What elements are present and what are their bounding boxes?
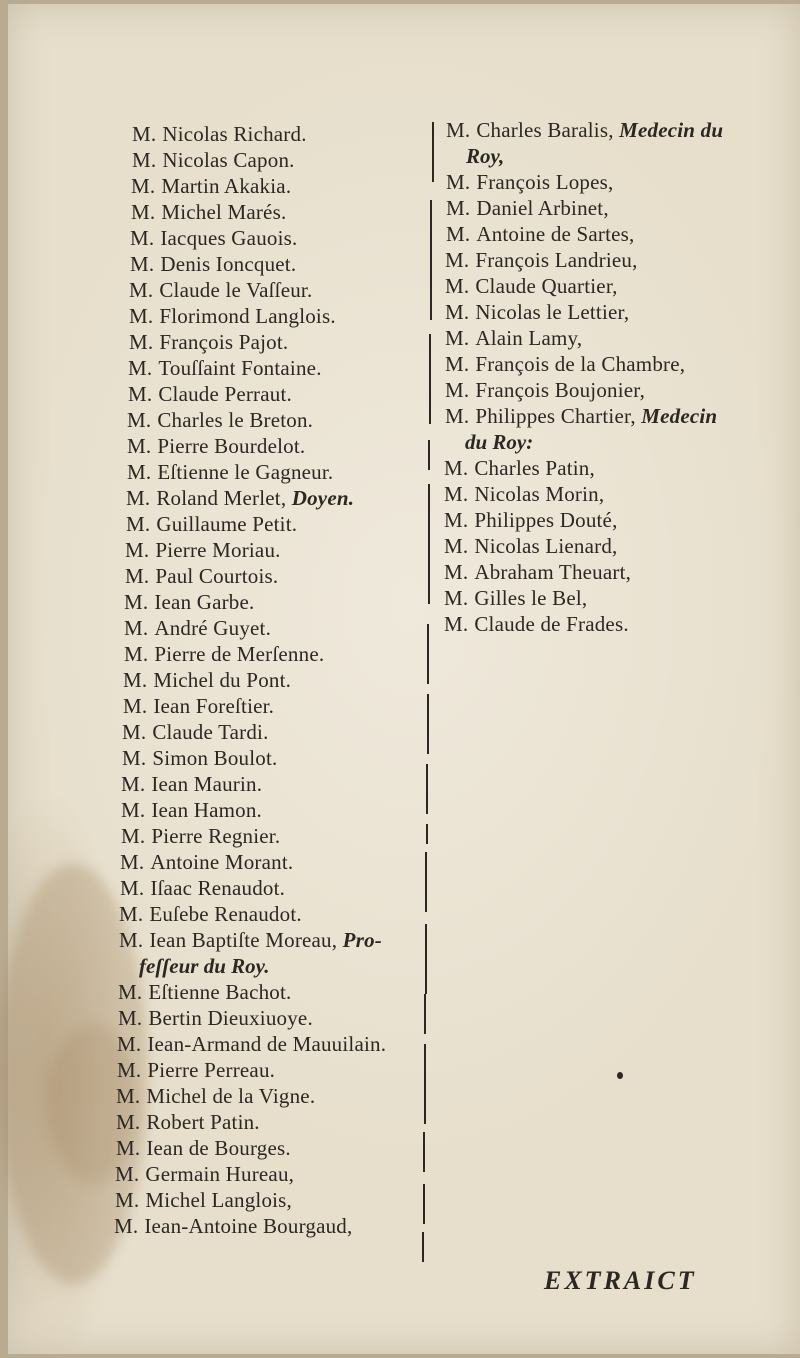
name-entry	[124, 642, 324, 666]
name-entry	[124, 590, 254, 614]
title-prefix: M.	[122, 746, 147, 770]
role-continuation: du Roy:	[465, 430, 534, 454]
person-name: Eſtienne Bachot.	[148, 980, 292, 1004]
title-prefix: M.	[121, 798, 146, 822]
title-prefix: M.	[114, 1214, 139, 1238]
title-prefix: M.	[129, 330, 154, 354]
person-name: Martin Akakia.	[161, 174, 292, 198]
name-entry	[131, 200, 286, 224]
title-prefix: M.	[117, 1032, 142, 1056]
person-name: Iean de Bourges.	[146, 1136, 291, 1160]
divider-segment	[430, 200, 432, 320]
divider-segment	[422, 1232, 424, 1262]
name-entry	[444, 456, 595, 480]
person-name: Michel du Pont.	[153, 668, 292, 692]
title-prefix: M.	[129, 304, 154, 328]
title-prefix: M.	[118, 1006, 143, 1030]
title-prefix: M.	[116, 1084, 141, 1108]
person-name: Denis Ioncquet.	[160, 252, 297, 276]
person-name: Philippes Chartier,	[475, 404, 636, 428]
title-prefix: M.	[126, 512, 151, 536]
divider-segment	[423, 1184, 425, 1224]
person-name: Iean-Antoine Bourgaud,	[144, 1214, 353, 1238]
person-name: François Landrieu,	[475, 248, 638, 272]
title-prefix: M.	[116, 1136, 141, 1160]
person-name: Eſtienne le Gagneur.	[157, 460, 334, 484]
divider-segment	[428, 440, 430, 470]
name-entry	[444, 482, 604, 506]
name-entry	[445, 352, 685, 376]
name-entry	[123, 668, 291, 692]
title-prefix: M.	[127, 408, 152, 432]
person-name: Pierre Moriau.	[155, 538, 281, 562]
name-entry	[132, 148, 295, 172]
name-entry	[446, 196, 609, 220]
person-name: Robert Patin.	[146, 1110, 260, 1134]
name-entry	[122, 746, 277, 770]
title-prefix: M.	[131, 174, 156, 198]
divider-segment	[427, 624, 429, 684]
person-role: Doyen.	[291, 486, 355, 510]
person-name: Nicolas Capon.	[162, 148, 295, 172]
person-name: Pierre Perreau.	[147, 1058, 276, 1082]
name-entry	[124, 616, 271, 640]
person-name: Iean Hamon.	[151, 798, 262, 822]
person-name: François Pajot.	[159, 330, 289, 354]
name-entry	[119, 902, 302, 926]
name-entry	[125, 538, 281, 562]
person-name: Charles le Breton.	[157, 408, 314, 432]
name-entry	[123, 694, 274, 718]
person-name: Philippes Douté,	[474, 508, 618, 532]
name-entry	[445, 378, 645, 402]
title-prefix: M.	[445, 300, 470, 324]
person-name: François Boujonier,	[475, 378, 646, 402]
title-prefix: M.	[123, 668, 148, 692]
person-name: Iacques Gauois.	[160, 226, 298, 250]
title-prefix: M.	[127, 460, 152, 484]
person-name: Nicolas Richard.	[162, 122, 307, 146]
name-entry	[445, 404, 717, 428]
title-prefix: M.	[446, 222, 471, 246]
name-entry	[445, 248, 638, 272]
title-prefix: M.	[445, 352, 470, 376]
person-name: Charles Patin,	[474, 456, 595, 480]
person-name: Bertin Dieuxiuoye.	[148, 1006, 313, 1030]
title-prefix: M.	[445, 404, 470, 428]
person-name: Claude Tardi.	[152, 720, 269, 744]
title-prefix: M.	[445, 274, 470, 298]
title-prefix: M.	[446, 196, 471, 220]
name-entry	[131, 174, 291, 198]
name-entry	[125, 564, 278, 588]
name-entry	[444, 560, 631, 584]
person-name: Germain Hureau,	[145, 1162, 295, 1186]
title-prefix: M.	[124, 590, 149, 614]
title-prefix: M.	[444, 612, 469, 636]
name-entry	[119, 928, 382, 952]
title-prefix: M.	[130, 226, 155, 250]
person-name: Iean-Armand de Mauuilain.	[147, 1032, 387, 1056]
title-prefix: M.	[124, 616, 149, 640]
person-role: Medecin du	[619, 118, 724, 142]
title-prefix: M.	[126, 486, 151, 510]
title-prefix: M.	[444, 586, 469, 610]
title-prefix: M.	[444, 560, 469, 584]
name-entry	[444, 508, 618, 532]
divider-segment	[425, 924, 427, 994]
name-entry	[116, 1084, 315, 1108]
title-prefix: M.	[121, 824, 146, 848]
name-entry	[120, 876, 285, 900]
name-entry	[126, 486, 354, 510]
person-name: Michel de la Vigne.	[146, 1084, 316, 1108]
name-entry	[127, 408, 313, 432]
name-entry	[445, 274, 618, 298]
title-prefix: M.	[120, 850, 145, 874]
role-continuation: Roy,	[466, 144, 505, 168]
divider-segment	[427, 694, 429, 754]
title-prefix: M.	[444, 456, 469, 480]
name-entry	[129, 330, 288, 354]
title-prefix: M.	[444, 482, 469, 506]
name-entry	[444, 612, 629, 636]
name-entry	[115, 1162, 294, 1186]
name-entry	[445, 300, 629, 324]
person-name: Claude le Vaſſeur.	[159, 278, 313, 302]
name-entry	[114, 1214, 352, 1238]
person-name: Euſebe Renaudot.	[149, 902, 302, 926]
name-entry	[446, 118, 723, 142]
catchword: EXTRAICT	[544, 1266, 697, 1295]
title-prefix: M.	[115, 1188, 140, 1212]
name-entry	[129, 278, 312, 302]
person-name: Claude de Frades.	[474, 612, 629, 636]
title-prefix: M.	[445, 378, 470, 402]
person-name: Claude Perraut.	[158, 382, 292, 406]
person-name: Iean Maurin.	[151, 772, 263, 796]
title-prefix: M.	[445, 248, 470, 272]
title-prefix: M.	[446, 118, 471, 142]
ink-dot	[617, 1072, 623, 1079]
name-entry	[444, 586, 587, 610]
name-entry	[445, 326, 582, 350]
name-entry	[130, 226, 297, 250]
person-name: Pierre Regnier.	[151, 824, 281, 848]
person-name: Claude Quartier,	[475, 274, 618, 298]
title-prefix: M.	[119, 928, 144, 952]
title-prefix: M.	[446, 170, 471, 194]
divider-segment	[423, 1132, 425, 1172]
person-name: Antoine de Sartes,	[476, 222, 635, 246]
person-name: Michel Marés.	[161, 200, 287, 224]
document-page	[8, 4, 800, 1354]
name-entry	[116, 1136, 291, 1160]
person-role: Medecin	[641, 404, 718, 428]
title-prefix: M.	[444, 508, 469, 532]
title-prefix: M.	[130, 252, 155, 276]
title-prefix: M.	[445, 326, 470, 350]
name-entry	[130, 252, 296, 276]
title-prefix: M.	[123, 694, 148, 718]
person-name: Iſaac Renaudot.	[150, 876, 286, 900]
person-name: Iean Baptiſte Moreau,	[149, 928, 338, 952]
name-entry	[129, 304, 336, 328]
divider-segment	[425, 852, 427, 912]
name-entry	[118, 980, 291, 1004]
name-entry	[116, 1110, 260, 1134]
person-name: Guillaume Petit.	[156, 512, 298, 536]
name-entry	[128, 382, 292, 406]
name-entry	[115, 1188, 292, 1212]
name-entry	[444, 534, 617, 558]
name-entry	[446, 222, 634, 246]
title-prefix: M.	[125, 564, 150, 588]
title-prefix: M.	[116, 1110, 141, 1134]
person-role: Pro-	[342, 928, 382, 952]
title-prefix: M.	[119, 902, 144, 926]
person-name: Nicolas Morin,	[474, 482, 605, 506]
person-name: Pierre Bourdelot.	[157, 434, 306, 458]
title-prefix: M.	[120, 876, 145, 900]
name-entry	[117, 1058, 275, 1082]
divider-segment	[426, 764, 428, 814]
title-prefix: M.	[444, 534, 469, 558]
title-prefix: M.	[131, 200, 156, 224]
person-name: Roland Merlet,	[156, 486, 287, 510]
person-name: François Lopes,	[476, 170, 614, 194]
divider-segment	[432, 122, 434, 182]
person-name: Alain Lamy,	[475, 326, 583, 350]
name-entry	[132, 122, 307, 146]
name-entry	[121, 798, 262, 822]
name-entry	[120, 850, 293, 874]
person-name: Antoine Morant.	[150, 850, 294, 874]
divider-segment	[429, 334, 431, 424]
title-prefix: M.	[132, 148, 157, 172]
person-name: Iean Garbe.	[154, 590, 255, 614]
person-name: Abraham Theuart,	[474, 560, 632, 584]
name-entry	[121, 772, 262, 796]
person-name: Nicolas Lienard,	[474, 534, 618, 558]
person-name: Florimond Langlois.	[159, 304, 336, 328]
title-prefix: M.	[128, 382, 153, 406]
name-entry	[117, 1032, 386, 1056]
person-name: Pierre de Merſenne.	[154, 642, 325, 666]
person-name: François de la Chambre,	[475, 352, 686, 376]
divider-segment	[426, 824, 428, 844]
name-entry	[126, 512, 297, 536]
name-entry	[128, 356, 322, 380]
person-name: Charles Baralis,	[476, 118, 614, 142]
divider-segment	[424, 1044, 426, 1124]
title-prefix: M.	[122, 720, 147, 744]
name-entry	[122, 720, 269, 744]
person-name: Daniel Arbinet,	[476, 196, 609, 220]
person-name: Simon Boulot.	[152, 746, 278, 770]
title-prefix: M.	[127, 434, 152, 458]
name-entry	[118, 1006, 313, 1030]
title-prefix: M.	[124, 642, 149, 666]
title-prefix: M.	[121, 772, 146, 796]
title-prefix: M.	[129, 278, 154, 302]
person-name: André Guyet.	[154, 616, 272, 640]
name-entry	[446, 170, 613, 194]
name-entry	[121, 824, 280, 848]
name-entry	[127, 434, 305, 458]
divider-segment	[424, 994, 426, 1034]
title-prefix: M.	[117, 1058, 142, 1082]
person-name: Nicolas le Lettier,	[475, 300, 630, 324]
role-continuation: feſſeur du Roy.	[139, 954, 270, 978]
person-name: Paul Courtois.	[155, 564, 279, 588]
person-name: Touſſaint Fontaine.	[158, 356, 322, 380]
title-prefix: M.	[128, 356, 153, 380]
title-prefix: M.	[132, 122, 157, 146]
person-name: Gilles le Bel,	[474, 586, 588, 610]
name-entry	[127, 460, 333, 484]
title-prefix: M.	[115, 1162, 140, 1186]
title-prefix: M.	[118, 980, 143, 1004]
person-name: Michel Langlois,	[145, 1188, 293, 1212]
title-prefix: M.	[125, 538, 150, 562]
person-name: Iean Foreſtier.	[153, 694, 275, 718]
divider-segment	[428, 484, 430, 604]
